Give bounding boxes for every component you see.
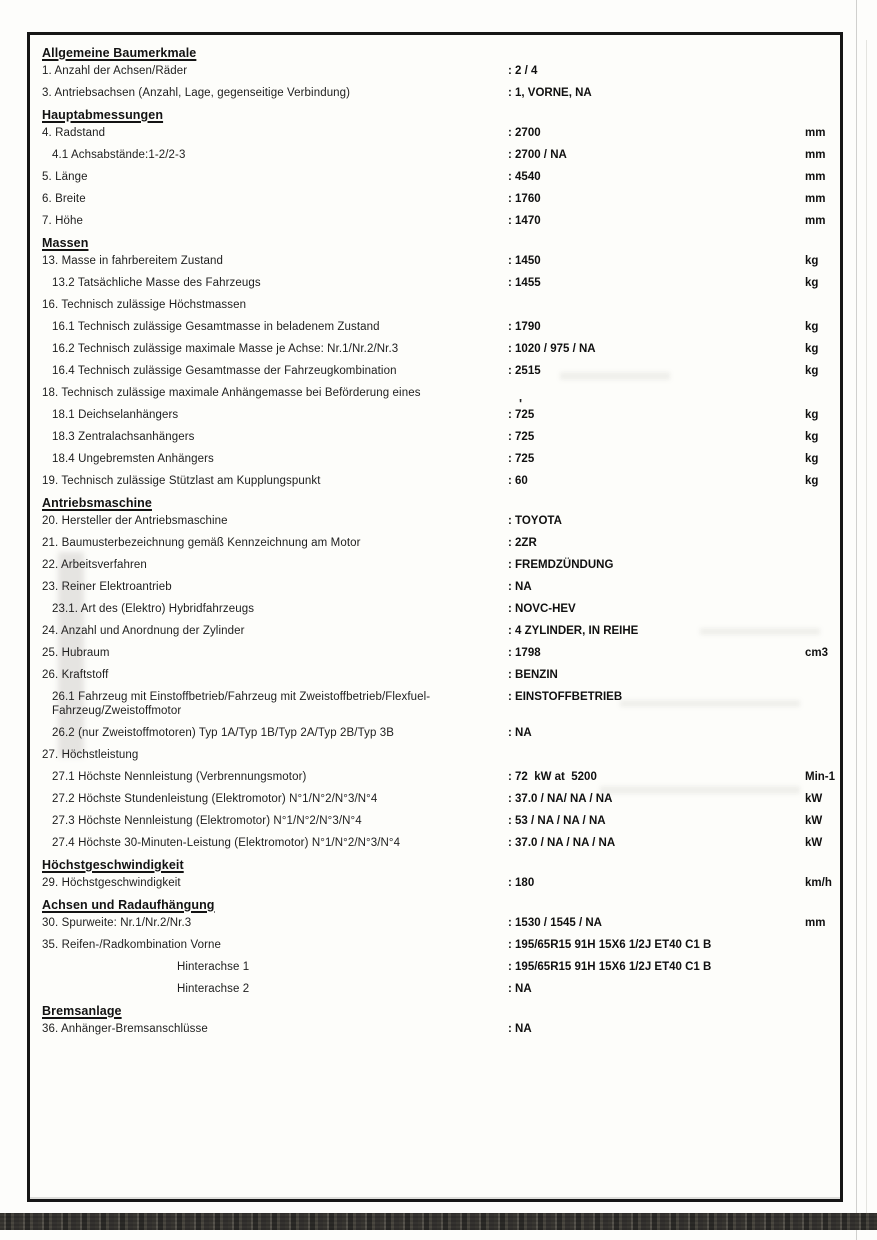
row-label: Hinterachse 2 <box>177 983 250 995</box>
spec-row <box>42 192 832 206</box>
row-label: 27.4 Höchste 30-Minuten-Leistung (Elektromotor) N°1/N°2/N°3/N°4 <box>52 837 401 849</box>
row-value: : 4 ZYLINDER, IN REIHE <box>508 625 639 637</box>
row-unit: km/h <box>805 877 832 889</box>
row-value: : 725 <box>508 453 535 465</box>
row-value: : 72 kW at 5200 <box>508 771 597 783</box>
row-value: : 725 <box>508 409 535 421</box>
row-unit: kg <box>805 431 819 443</box>
row-label: 27.2 Höchste Stundenleistung (Elektromotor) N°1/N°2/N°3/N°4 <box>52 793 378 805</box>
row-label: 23.1. Art des (Elektro) Hybridfahrzeugs <box>52 603 255 615</box>
document-content <box>42 45 836 1044</box>
row-value: : 1020 / 975 / NA <box>508 343 596 355</box>
row-label: 30. Spurweite: Nr.1/Nr.2/Nr.3 <box>42 917 192 929</box>
spec-row <box>42 876 832 890</box>
row-value: : NA <box>508 1023 532 1035</box>
row-value: : 2700 / NA <box>508 149 567 161</box>
row-unit: kg <box>805 475 819 487</box>
row-label: 4.1 Achsabstände:1-2/2-3 <box>52 149 186 161</box>
row-unit: Min-1 <box>805 771 836 783</box>
row-label: 19. Technisch zulässige Stützlast am Kupplungspunkt <box>42 475 321 487</box>
spec-row <box>42 814 832 828</box>
row-label: 3. Antriebsachsen (Anzahl, Lage, gegenseitige Verbindung) <box>42 87 351 99</box>
row-unit: kg <box>805 453 819 465</box>
row-value: : NA <box>508 581 532 593</box>
row-value: : 725 <box>508 431 535 443</box>
row-label: 23. Reiner Elektroantrieb <box>42 581 172 593</box>
row-unit: mm <box>805 193 826 205</box>
spec-row <box>42 960 832 974</box>
row-unit: kg <box>805 321 819 333</box>
row-unit: kg <box>805 255 819 267</box>
row-value: : 195/65R15 91H 15X6 1/2J ET40 C1 B <box>508 961 712 973</box>
row-value: : NA <box>508 983 532 995</box>
spec-row <box>42 514 832 528</box>
spec-row <box>42 430 832 444</box>
row-value: : FREMDZÜNDUNG <box>508 559 614 571</box>
section-heading: Bremsanlage <box>42 1004 122 1018</box>
row-unit: kW <box>805 815 823 827</box>
row-label: 27. Höchstleistung <box>42 749 139 761</box>
spec-row <box>42 386 832 400</box>
spec-row <box>42 580 832 594</box>
section-heading: Höchstgeschwindigkeit <box>42 858 184 872</box>
row-value: : 37.0 / NA / NA / NA <box>508 837 616 849</box>
scan-noise-bar <box>0 1213 877 1230</box>
spec-row <box>42 170 832 184</box>
row-label: 27.1 Höchste Nennleistung (Verbrennungsmotor) <box>52 771 307 783</box>
row-label: 18.1 Deichselanhängers <box>52 409 179 421</box>
row-value: : 1470 <box>508 215 541 227</box>
row-label: 22. Arbeitsverfahren <box>42 559 147 571</box>
row-unit: mm <box>805 149 826 161</box>
row-unit: mm <box>805 171 826 183</box>
row-label: 26.2 (nur Zweistoffmotoren) Typ 1A/Typ 1B/Typ 2A/Typ 2B/Typ 3B <box>52 727 394 739</box>
spec-row <box>42 982 832 996</box>
spec-row <box>42 938 832 952</box>
row-value: : EINSTOFFBETRIEB <box>508 691 623 703</box>
section-heading: Hauptabmessungen <box>42 108 164 122</box>
spec-row <box>42 474 832 488</box>
spec-row <box>42 276 832 290</box>
row-label: 24. Anzahl und Anordnung der Zylinder <box>42 625 245 637</box>
row-value: : 53 / NA / NA / NA <box>508 815 606 827</box>
row-value: : 1455 <box>508 277 541 289</box>
row-value: : 2 / 4 <box>508 65 538 77</box>
section-heading: Achsen und Radaufhängung <box>42 898 215 912</box>
row-value: : 1, VORNE, NA <box>508 87 592 99</box>
page-border <box>27 32 843 1202</box>
row-unit: cm3 <box>805 647 829 659</box>
row-value: : NOVC-HEV <box>508 603 576 615</box>
row-unit: mm <box>805 127 826 139</box>
spec-row <box>42 364 832 378</box>
spec-row <box>42 214 832 228</box>
row-label: 26. Kraftstoff <box>42 669 109 681</box>
spec-row <box>42 690 832 718</box>
row-label: 27.3 Höchste Nennleistung (Elektromotor) N°1/N°2/N°3/N°4 <box>52 815 362 827</box>
spec-row <box>42 624 832 638</box>
row-label: 13.2 Tatsächliche Masse des Fahrzeugs <box>52 277 261 289</box>
row-label: 26.1 Fahrzeug mit Einstoffbetrieb/Fahrzeug mit Zweistoffbetrieb/Flexfuel-Fahrzeug/Zweistoffmotor <box>52 691 431 717</box>
row-label: 7. Höhe <box>42 215 83 227</box>
row-label: 36. Anhänger-Bremsanschlüsse <box>42 1023 208 1035</box>
row-unit: mm <box>805 917 826 929</box>
spec-row <box>42 536 832 550</box>
spec-row <box>42 668 832 682</box>
row-unit: kg <box>805 365 819 377</box>
spec-row <box>42 646 832 660</box>
spec-row <box>42 916 832 930</box>
row-label: 29. Höchstgeschwindigkeit <box>42 877 181 889</box>
spec-row <box>42 452 832 466</box>
row-label: 5. Länge <box>42 171 88 183</box>
row-label: 20. Hersteller der Antriebsmaschine <box>42 515 228 527</box>
row-value: : 1790 <box>508 321 541 333</box>
row-label: 1. Anzahl der Achsen/Räder <box>42 65 188 77</box>
spec-row <box>42 726 832 740</box>
spec-row <box>42 408 832 422</box>
row-label: 21. Baumusterbezeichnung gemäß Kennzeichnung am Motor <box>42 537 361 549</box>
row-unit: kg <box>805 409 819 421</box>
row-value: : 1530 / 1545 / NA <box>508 917 602 929</box>
row-value: : 195/65R15 91H 15X6 1/2J ET40 C1 B <box>508 939 712 951</box>
right-margin-artifact <box>866 40 867 1220</box>
row-unit: kW <box>805 837 823 849</box>
row-unit: kW <box>805 793 823 805</box>
row-value: : 60 <box>508 475 528 487</box>
spec-row <box>42 748 832 762</box>
row-value: : TOYOTA <box>508 515 562 527</box>
row-value: : 2700 <box>508 127 541 139</box>
row-unit: mm <box>805 215 826 227</box>
spec-row <box>42 254 832 268</box>
row-label: 35. Reifen-/Radkombination Vorne <box>42 939 222 951</box>
row-label: Hinterachse 1 <box>177 961 250 973</box>
row-value: : 1798 <box>508 647 541 659</box>
row-value: : 1760 <box>508 193 541 205</box>
row-label: 18. Technisch zulässige maximale Anhängemasse bei Beförderung eines <box>42 387 421 399</box>
stray-comma-mark: ' <box>519 396 523 411</box>
spec-row <box>42 298 832 312</box>
row-label: 16.4 Technisch zulässige Gesamtmasse der Fahrzeugkombination <box>52 365 397 377</box>
section-heading: Allgemeine Baumerkmale <box>42 46 197 60</box>
spec-row <box>42 320 832 334</box>
row-value: : 2515 <box>508 365 541 377</box>
row-label: 16. Technisch zulässige Höchstmassen <box>42 299 247 311</box>
row-label: 16.2 Technisch zulässige maximale Masse je Achse: Nr.1/Nr.2/Nr.3 <box>52 343 399 355</box>
spec-row <box>42 148 832 162</box>
row-value: : 37.0 / NA/ NA / NA <box>508 793 613 805</box>
row-unit: kg <box>805 343 819 355</box>
row-label: 6. Breite <box>42 193 86 205</box>
spec-row <box>42 836 832 850</box>
spec-row <box>42 770 836 784</box>
spec-row <box>42 792 832 806</box>
spec-row <box>42 64 832 78</box>
row-value: : BENZIN <box>508 669 558 681</box>
row-label: 18.3 Zentralachsanhängers <box>52 431 195 443</box>
section-heading: Massen <box>42 236 89 250</box>
row-label: 16.1 Technisch zulässige Gesamtmasse in beladenem Zustand <box>52 321 380 333</box>
spec-row <box>42 558 832 572</box>
row-value: : NA <box>508 727 532 739</box>
row-label: 13. Masse in fahrbereitem Zustand <box>42 255 223 267</box>
row-label: 4. Radstand <box>42 127 106 139</box>
row-value: : 180 <box>508 877 535 889</box>
row-value: : 4540 <box>508 171 541 183</box>
row-value: : 2ZR <box>508 537 537 549</box>
spec-row <box>42 602 832 616</box>
spec-row <box>42 342 832 356</box>
row-label: 25. Hubraum <box>42 647 110 659</box>
spec-row <box>42 1022 832 1036</box>
spec-row <box>42 126 832 140</box>
row-unit: kg <box>805 277 819 289</box>
row-label: 18.4 Ungebremsten Anhängers <box>52 453 214 465</box>
row-value: : 1450 <box>508 255 541 267</box>
spec-row <box>42 86 832 100</box>
section-heading: Antriebsmaschine <box>42 496 152 510</box>
right-margin-artifact <box>856 0 857 1240</box>
